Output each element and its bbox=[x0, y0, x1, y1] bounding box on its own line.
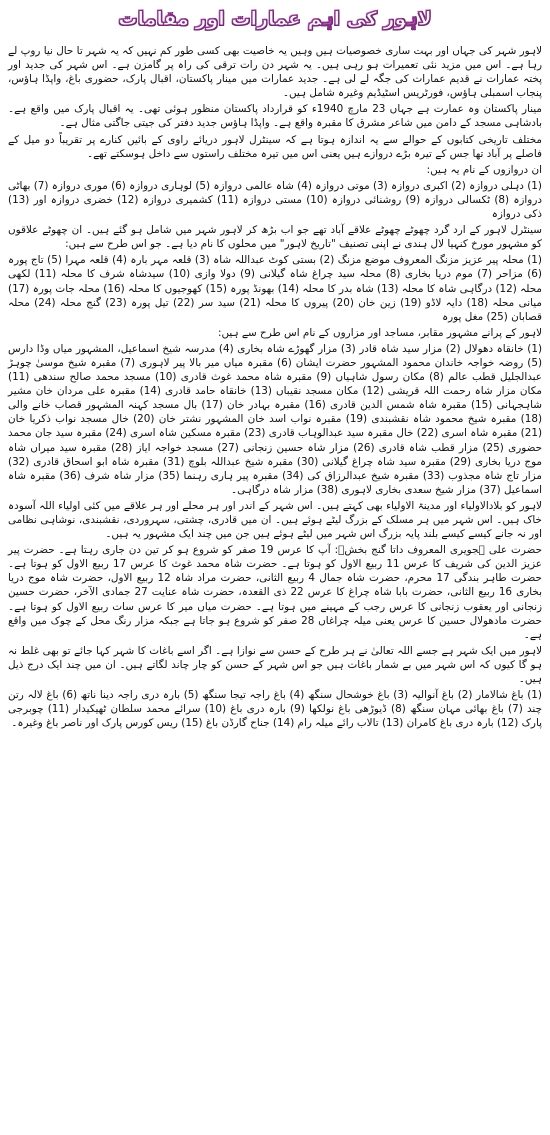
paragraph-shrines-list: (1) خانقاہ دھولال (2) مزار سید شاہ قادر (3) مزار گھوڑے شاہ بخاری (4) مدرسہ شیخ اسماعیل، المشہور میاں وڈا دارس (5) روضہ خواجہ خاندان محمود المشہور حضرت ایشان (6) مقبرہ میاں میر بالا پیر لاہوری (7) مقبرہ شیخ موسیٰ چوہڑ عبدالجلیل قطب عالم (8) مکان رسول شاہیاں (9) مقبرہ شاہ محمد غوث قادری (10) مسجد محمد صالح سندھی (11) مکان مزار شاہ رحمت اللہ قریشی (12) مکان مسجد نقیباں (13) خانقاہ حامد قادری (14) مقبرہ علی مردان خان مشیر شاہجہانی (15) مقبرہ شاہ شمس الدین قادری (16) مقبرہ بہادر خان (17) بال مسجد کہنہ المشہور قصاب خانے والی (18) مقبرہ شیخ محمود شاہ نقشبندی (19) مقبرہ نواب اسد خان المشہور نشتر خان (20) خال مسجد نواب ذکریا خان (21) مقبرہ شاہ اسری (22) خال مقبرہ سید عبدالوہاب قادری (23) مقبرہ مسکین شاہ اسری (24) مقبرہ سید جان محمد حضوری (25) مزار قطب شاہ قادری (26) مزار شاہ حسین زنجانی (27) مسجد خواجہ ایاز (28) مقبرہ سید میراں شاہ موج دریا بخاری (29) مقبرہ سید شاہ چراغ گیلانی (30) مقبرہ شیخ عبداللہ بلوچ (31) مقبرہ شاہ ابو اسحاق قادری (32) مزار تاج شاہ مجذوب (33) مقبرہ شیخ عبدالرزاق کی (34) مقبرہ پیر ہاری رہنما (35) مزار شاہ شرف (36) مقبرہ شاہ اسماعیل (37) مزار شیخ سعدی بخاری لاہوری (38) مزار شاہ درگاہی۔ bbox=[8, 342, 543, 496]
article-body bbox=[8, 44, 542, 730]
paragraph-saints: لاہور کو بلادالاولیاء اور مدینۃ الاولیاء بھی کہتے ہیں۔ اس شہر کے اندر اور ہر محلے اور ہر علاقے میں کئی اولیاء اللہ آسودہ خاک ہیں۔ اس شہر میں ہر مسلک کے بزرگ لیٹے ہوئے ہیں۔ ان میں قادری، چشتی، سہروردی، نقشبندی، نوشاہی نظامی اور نہ جانے کیسے کیسے بلند پایہ بزرگ اس شہر میں لیٹے ہوئے ہیں جن میں چند ایک مشہور یہ ہیں۔ bbox=[8, 499, 542, 541]
paragraph-gates-heading: ان دروازوں کے نام یہ ہیں: bbox=[426, 163, 542, 176]
paragraph-gates-list: (1) دہلی دروازہ (2) اکبری دروازہ (3) موتی دروازہ (4) شاہ عالمی دروازہ (5) لوہاری دروازہ (6) موری دروازہ (7) بھاٹی دروازہ (8) ٹکسالی دروازہ (9) روشنائی دروازہ (10) مستی دروازہ (11) کشمیری دروازہ (12) خضری دروازہ اور (13) ذکی دروازہ bbox=[8, 179, 542, 221]
paragraph-shrines-heading: لاہور کے پرانے مشہور مقابر، مساجد اور مزاروں کے نام اس طرح سے ہیں: bbox=[217, 326, 542, 339]
paragraph-localities-intro: سینٹرل لاہور کے ارد گرد چھوٹے چھوٹے علاقے آباد تھے جو اب بڑھ کر لاہور شہر میں شامل ہو گئے ہیں۔ ان چھوٹے علاقوں کو مشہور مورخ کنہیا لال ہندی نے اپنی تصنیف "تاریخ لاہور" میں محلوں کا نام دیا ہے۔ جو اس طرح سے ہیں: bbox=[8, 224, 542, 251]
paragraph-urs: حضرت علی ہجویری المعروف داتا گنج بخشؒ: آپ کا عرس 19 صفر کو شروع ہو کر تین دن جاری رہتا ہے۔ حضرت پیر عزیز الدین کی شریف کا عرس 11 ربیع الاول کو ہوتا ہے۔ حضرت شاہ محمد غوث کا عرس 17 ربیع الاول کو ہوتا ہے۔ حضرت طاہر بندگی 17 محرم، حضرت شاہ جمال 4 ربیع الثانی، حضرت مراد شاہ 12 ربیع الاول، حضرت شاہ موج دریا بخاری 16 ربیع الثانی، حضرت بابا شاہ چراغ کا عرس 22 ذی القعدہ، حضرت شاہ عنایت 27 جمادی الآخر، حضرت حسین زنجانی اور یعقوب زنجانی کا عرس رجب کے مہینے میں ہوتا ہے۔ حضرت میاں میر کا عرس سات ربیع الاول کو ہوتا ہے۔ حضرت مادھولال حسین کا عرس یعنی میلہ چراغاں 28 صفر کو شروع ہو جاتا ہے جبکہ مزار رنگ محل کے چوک میں واقع ہے۔ bbox=[8, 544, 543, 641]
paragraph-gardens-list: (1) باغ شالامار (2) باغ آنوالیہ (3) باغ خوشحال سنگھ (4) باغ راجہ تیجا سنگھ (5) بارہ دری راجہ دینا ناتھ (6) باغ لالہ رتن چند (7) باغ بھائی مہان سنگھ (8) ڈیوڑھی باغ نولکھا (9) بارہ دری باغ (10) سرائے محمد سلطان ٹھیکیدار (11) چوبرجی پارک (12) بارہ دری باغ کامران (13) تالاب رائے میلہ رام (14) جناح گارڈن باغ (15) ریس کورس پارک اور ناصر باغ وغیرہ۔ bbox=[8, 689, 542, 730]
paragraph-history: مختلف تاریخی کتابوں کے حوالے سے یہ اندازہ ہوتا ہے کہ سینٹرل لاہور دریائے راوی کے بائیں کنارے پر تقریباً دو میل کے فاصلے پر آباد تھا جس کے تیرہ بڑے دروازے ہیں یعنی اس میں تیرہ مختلف راستوں سے داخل ہوسکتے تھے۔ bbox=[8, 133, 542, 160]
title-banner bbox=[8, 0, 542, 44]
paragraph-gardens-intro: لاہور میں ایک شہر ہے جسے اللہ تعالیٰ نے ہر طرح کے حسن سے نوازا ہے۔ اگر اسے باغات کا شہر کہا جائے تو بھی غلط نہ ہو گا کیوں کہ اس شہر میں بے شمار باغات ہیں جو اس شہر کے حسن کو چار چاند لگاتے ہیں۔ ان میں چند ایک درج ذیل ہیں۔ bbox=[8, 644, 542, 686]
paragraph-intro: لاہور شہر کی جہاں اور بہت ساری خصوصیات ہیں وہیں یہ خاصیت بھی کسی طور کم نہیں کہ یہ شہر تا حال نیا روپ لے رہا ہے۔ اس میں مزید نئی تعمیرات ہو رہی ہیں۔ یہ شہر دن رات ترقی کی راہ پر گامزن ہے۔ اس شہر کی جدید اور پختہ عمارات نے قدیم عمارات کی جگہ لے لی ہے۔ جدید عمارات میں مینار پاکستان، اقبال پارک، حضوری باغ، واپڈا ہاؤس، پنجاب اسمبلی ہاؤس، فورٹریس اسٹیڈیم وغیرہ شامل ہیں۔ bbox=[8, 45, 542, 100]
article-title: لاہور کی اہم عمارات اور مقامات bbox=[118, 8, 432, 30]
paragraph-localities-list: (1) محلہ پیر عزیز مزنگ المعروف موضع مزنگ (2) بستی کوٹ عبداللہ شاہ (3) قلعہ مہر بارہ (4) قلعہ مہرا (5) تاج پورہ (6) مزاحر (7) موم دریا بخاری (8) محلہ سید چراغ شاہ گیلانی (9) دولا وازی (10) سیدشاہ شرف کا محلہ (11) لکھی محلہ (12) درگاہی شاہ کا محلہ (13) شاہ بدر کا محلہ (14) بھونڈ پورہ (15) کھوجیوں کا محلہ (16) محلہ جات پورہ (17) میانی محلہ (18) دایہ لاڈو (19) زین خان (20) پیروں کا محلہ (21) سید سر (22) تیل پورہ (23) گنج محلہ (24) محلہ قصابان (25) مغل پورہ bbox=[8, 254, 542, 323]
paragraph-minar: مینار پاکستان وہ عمارت ہے جہاں 23 مارچ 1940ء کو قرارداد پاکستان منظور ہوئی تھی۔ یہ اقبال پارک میں واقع ہے۔ بادشاہی مسجد کے دامن میں شاعر مشرق کا مقبرہ واقع ہے۔ واپڈا ہاؤس جدید دفتر کی جیتی جاگتی مثال ہے۔ bbox=[8, 103, 543, 130]
